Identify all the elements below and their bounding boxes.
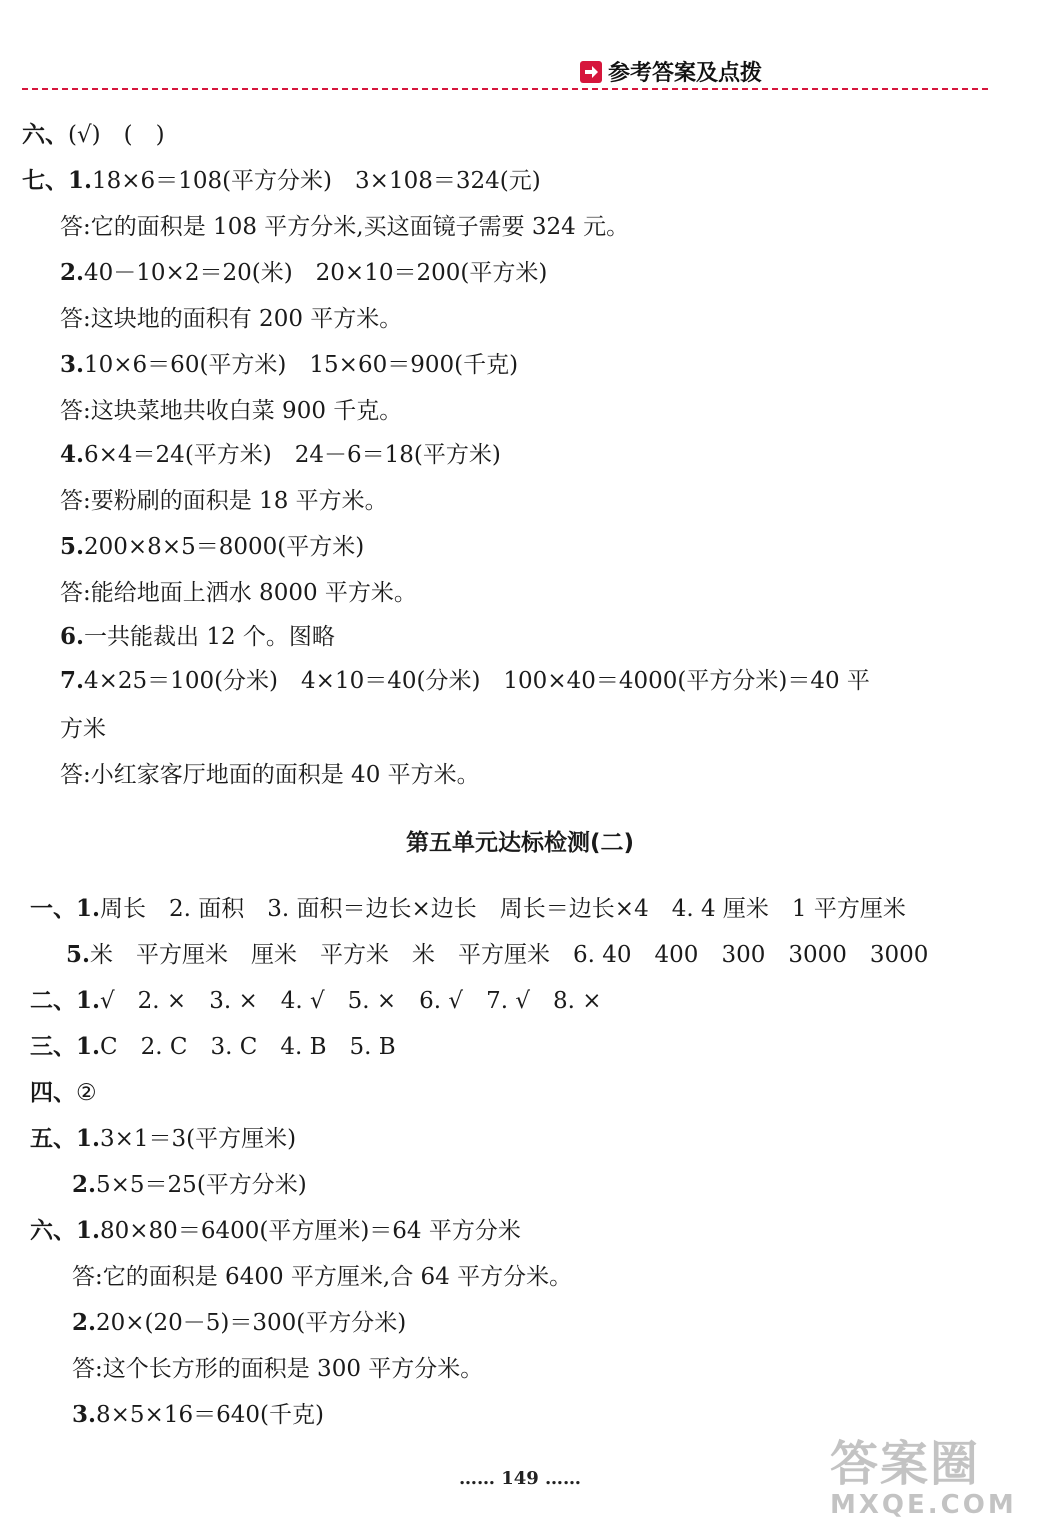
answer-line: 3.10×6＝60(平方米) 15×60＝900(千克) [60,351,519,378]
answer-line: 二、1.√ 2. × 3. × 4. √ 5. × 6. √ 7. √ 8. × [30,987,602,1014]
answer-line: 答:能给地面上洒水 8000 平方米。 [60,580,417,606]
answer-line: 方米 [60,716,106,742]
answer-line: 答:小红家客厅地面的面积是 40 平方米。 [60,762,480,788]
arrow-right-icon [580,61,602,83]
page-header [0,0,1040,100]
header-title-text: 参考答案及点拨 [608,61,763,86]
answer-line: 答:它的面积是 6400 平方厘米,合 64 平方分米。 [72,1264,573,1290]
answer-line: 2.5×5＝25(平方分米) [72,1171,307,1198]
answer-line: 答:要粉刷的面积是 18 平方米。 [60,488,388,514]
section-title: 第五单元达标检测(二) [405,830,635,856]
answer-line: 一、1.周长 2. 面积 3. 面积＝边长×边长 周长＝边长×4 4. 4 厘米 1 平方厘米 [30,895,906,922]
answer-line: 6.一共能裁出 12 个。图略 [60,623,335,650]
answer-line: 四、② [30,1079,97,1106]
watermark-logo: 答案圈 MXQE.COM [830,1436,1017,1520]
answer-line: 4.6×4＝24(平方米) 24－6＝18(平方米) [60,441,501,468]
answer-line: 七、1.18×6＝108(平方分米) 3×108＝324(元) [22,167,541,194]
answer-line: 2.20×(20－5)＝300(平方分米) [72,1309,407,1336]
answer-line: 答:这个长方形的面积是 300 平方分米。 [72,1356,484,1382]
answer-line: 六、(√) ( ) [22,121,165,148]
answer-line: 5.米 平方厘米 厘米 平方米 米 平方厘米 6. 40 400 300 3000 3000 [66,941,929,968]
answer-line: 答:这块地的面积有 200 平方米。 [60,306,403,332]
header-divider [22,88,988,90]
answer-line: 答:这块菜地共收白菜 900 千克。 [60,398,403,424]
answer-line: 5.200×8×5＝8000(平方米) [60,533,365,560]
header-title [580,56,762,87]
answer-line: 7.4×25＝100(分米) 4×10＝40(分米) 100×40＝4000(平方分米)＝40 平 [60,667,870,694]
answer-line: 三、1.C 2. C 3. C 4. B 5. B [30,1033,396,1060]
answer-line: 2.40－10×2＝20(米) 20×10＝200(平方米) [60,259,548,286]
answer-line: 答:它的面积是 108 平方分米,买这面镜子需要 324 元。 [60,214,630,240]
page-number: …… 149 …… [458,1468,582,1489]
answer-line: 五、1.3×1＝3(平方厘米) [30,1125,297,1152]
answer-line: 3.8×5×16＝640(千克) [72,1401,324,1428]
answer-line: 六、1.80×80＝6400(平方厘米)＝64 平方分米 [30,1217,521,1244]
